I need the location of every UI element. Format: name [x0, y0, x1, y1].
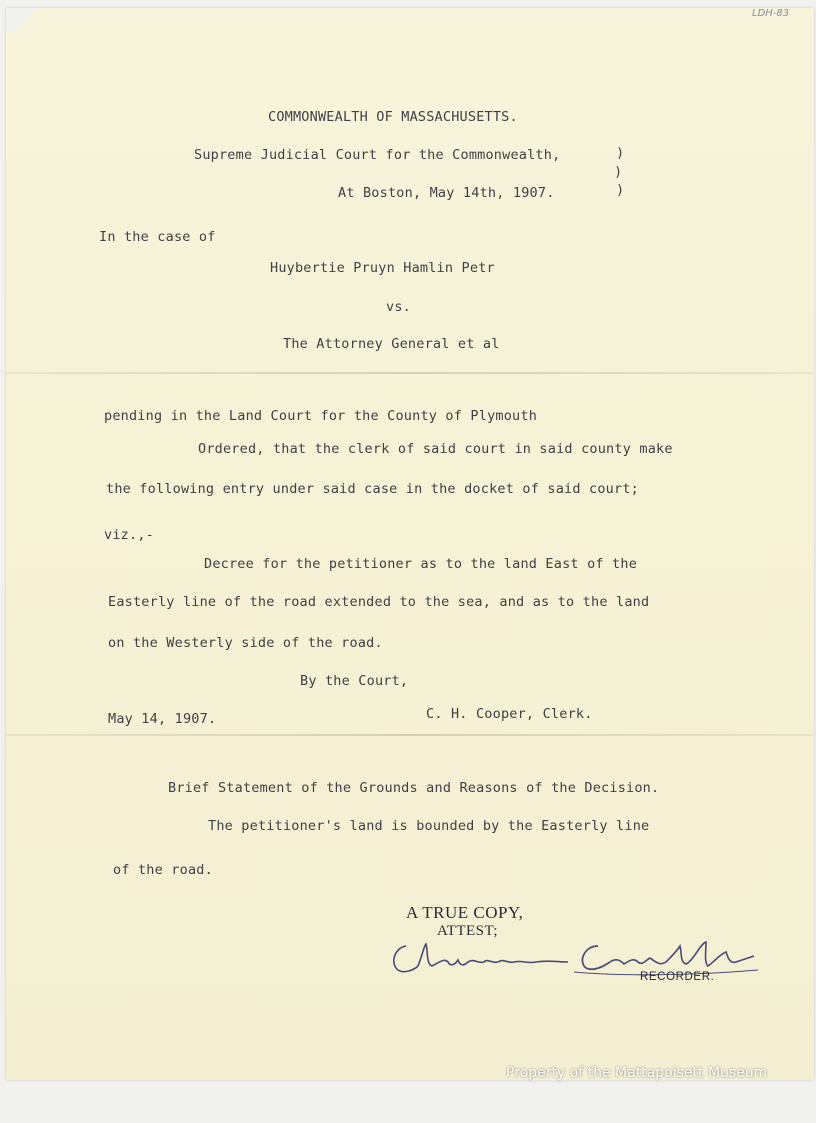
decree-line-3: on the Westerly side of the road. — [108, 635, 383, 651]
decree-line-2: Easterly line of the road extended to the sea, and as to the land — [108, 594, 650, 610]
museum-watermark: Property of the Mattapoisett Museum — [506, 1065, 768, 1081]
statement-line-1: The petitioner's land is bounded by the Easterly line — [208, 818, 650, 834]
recorder-label: RECORDER. — [640, 971, 715, 983]
catalog-number: LDH-83 — [752, 8, 790, 19]
court-line: Supreme Judicial Court for the Commonwealth, — [194, 147, 561, 163]
decree-line-1: Decree for the petitioner as to the land East of the — [204, 556, 638, 572]
document-title: COMMONWEALTH OF MASSACHUSETTS. — [268, 109, 518, 125]
brace-3: ) — [616, 182, 625, 198]
order-line-2: the following entry under said case in the docket of said court; — [106, 481, 639, 497]
true-copy-stamp: A TRUE COPY, — [406, 903, 524, 922]
case-intro: In the case of — [99, 229, 216, 245]
order-line-3: viz.,- — [104, 527, 154, 543]
statement-line-2: of the road. — [113, 862, 213, 878]
fold-line-top — [6, 372, 814, 374]
case-versus: vs. — [386, 299, 411, 315]
statement-heading: Brief Statement of the Grounds and Reasons of the Decision. — [168, 780, 660, 796]
brace-1: ) — [616, 145, 625, 161]
case-respondent: The Attorney General et al — [283, 336, 500, 352]
clerk-signature: C. H. Cooper, Clerk. — [426, 706, 593, 722]
case-petitioner: Huybertie Pruyn Hamlin Petr — [270, 260, 495, 276]
decree-date: May 14, 1907. — [108, 711, 217, 727]
attest-stamp: ATTEST; — [437, 923, 499, 939]
case-pending: pending in the Land Court for the County of Plymouth — [104, 408, 538, 424]
by-the-court: By the Court, — [300, 673, 409, 689]
place-date: At Boston, May 14th, 1907. — [338, 185, 555, 201]
order-line-1: Ordered, that the clerk of said court in said county make — [198, 441, 673, 457]
fold-line-bottom — [6, 734, 814, 736]
brace-2: ) — [614, 164, 623, 180]
